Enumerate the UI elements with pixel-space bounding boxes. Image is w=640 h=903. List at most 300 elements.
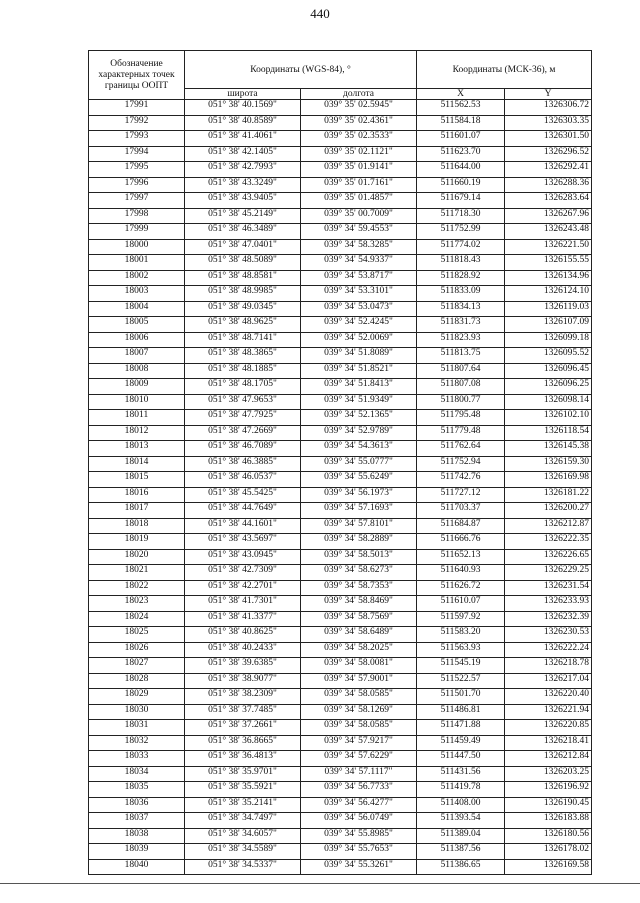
table-row bbox=[89, 255, 592, 271]
cell-x: 511459.49 bbox=[417, 735, 505, 751]
cell-latitude: 051° 38' 43.0945" bbox=[185, 549, 301, 565]
table-row bbox=[89, 270, 592, 286]
table-row bbox=[89, 317, 592, 333]
cell-x: 511807.64 bbox=[417, 363, 505, 379]
cell-latitude: 051° 38' 49.0345" bbox=[185, 301, 301, 317]
cell-x: 511562.53 bbox=[417, 100, 505, 116]
cell-y: 1326118.54 bbox=[505, 425, 592, 441]
table-row bbox=[89, 379, 592, 395]
table-row bbox=[89, 301, 592, 317]
cell-latitude: 051° 38' 35.9701" bbox=[185, 766, 301, 782]
cell-x: 511718.30 bbox=[417, 208, 505, 224]
table-row bbox=[89, 131, 592, 147]
cell-x: 511408.00 bbox=[417, 797, 505, 813]
cell-longitude: 039° 35' 02.3533" bbox=[301, 131, 417, 147]
cell-point-id: 18013 bbox=[89, 441, 185, 457]
cell-y: 1326267.96 bbox=[505, 208, 592, 224]
cell-point-id: 17993 bbox=[89, 131, 185, 147]
cell-point-id: 18039 bbox=[89, 844, 185, 860]
cell-x: 511387.56 bbox=[417, 844, 505, 860]
cell-latitude: 051° 38' 46.3885" bbox=[185, 456, 301, 472]
cell-y: 1326301.50 bbox=[505, 131, 592, 147]
cell-latitude: 051° 38' 46.7089" bbox=[185, 441, 301, 457]
cell-latitude: 051° 38' 48.8581" bbox=[185, 270, 301, 286]
cell-latitude: 051° 38' 38.2309" bbox=[185, 689, 301, 705]
cell-longitude: 039° 34' 58.6273" bbox=[301, 565, 417, 581]
cell-latitude: 051° 38' 42.2701" bbox=[185, 580, 301, 596]
cell-latitude: 051° 38' 38.9077" bbox=[185, 673, 301, 689]
cell-latitude: 051° 38' 43.5697" bbox=[185, 534, 301, 550]
bottom-rule bbox=[0, 883, 640, 884]
cell-longitude: 039° 34' 53.0473" bbox=[301, 301, 417, 317]
cell-point-id: 17999 bbox=[89, 224, 185, 240]
cell-longitude: 039° 34' 58.0081" bbox=[301, 658, 417, 674]
cell-y: 1326098.14 bbox=[505, 394, 592, 410]
cell-x: 511807.08 bbox=[417, 379, 505, 395]
cell-point-id: 17995 bbox=[89, 162, 185, 178]
cell-longitude: 039° 34' 53.8717" bbox=[301, 270, 417, 286]
table-row bbox=[89, 332, 592, 348]
table-header bbox=[89, 51, 592, 100]
cell-latitude: 051° 38' 41.7301" bbox=[185, 596, 301, 612]
cell-y: 1326178.02 bbox=[505, 844, 592, 860]
cell-y: 1326231.54 bbox=[505, 580, 592, 596]
cell-point-id: 18024 bbox=[89, 611, 185, 627]
table-row bbox=[89, 580, 592, 596]
cell-x: 511823.93 bbox=[417, 332, 505, 348]
cell-latitude: 051° 38' 48.1885" bbox=[185, 363, 301, 379]
cell-latitude: 051° 38' 43.3249" bbox=[185, 177, 301, 193]
cell-x: 511652.13 bbox=[417, 549, 505, 565]
cell-point-id: 18031 bbox=[89, 720, 185, 736]
table-row bbox=[89, 658, 592, 674]
cell-x: 511660.19 bbox=[417, 177, 505, 193]
table-body bbox=[89, 100, 592, 875]
cell-x: 511684.87 bbox=[417, 518, 505, 534]
cell-y: 1326099.18 bbox=[505, 332, 592, 348]
cell-latitude: 051° 38' 48.9625" bbox=[185, 317, 301, 333]
cell-y: 1326203.25 bbox=[505, 766, 592, 782]
table-row bbox=[89, 766, 592, 782]
cell-longitude: 039° 35' 01.4857" bbox=[301, 193, 417, 209]
cell-point-id: 18038 bbox=[89, 828, 185, 844]
cell-point-id: 18026 bbox=[89, 642, 185, 658]
table-row bbox=[89, 239, 592, 255]
cell-longitude: 039° 34' 57.9217" bbox=[301, 735, 417, 751]
cell-y: 1326180.56 bbox=[505, 828, 592, 844]
cell-latitude: 051° 38' 43.9405" bbox=[185, 193, 301, 209]
cell-x: 511623.70 bbox=[417, 146, 505, 162]
table-row bbox=[89, 673, 592, 689]
cell-latitude: 051° 38' 40.1569" bbox=[185, 100, 301, 116]
cell-y: 1326190.45 bbox=[505, 797, 592, 813]
cell-point-id: 17991 bbox=[89, 100, 185, 116]
cell-x: 511762.64 bbox=[417, 441, 505, 457]
cell-longitude: 039° 34' 52.0069" bbox=[301, 332, 417, 348]
cell-longitude: 039° 34' 55.0777" bbox=[301, 456, 417, 472]
cell-y: 1326200.27 bbox=[505, 503, 592, 519]
cell-latitude: 051° 38' 45.5425" bbox=[185, 487, 301, 503]
table-row bbox=[89, 363, 592, 379]
cell-latitude: 051° 38' 40.8625" bbox=[185, 627, 301, 643]
cell-latitude: 051° 38' 47.9653" bbox=[185, 394, 301, 410]
cell-x: 511752.94 bbox=[417, 456, 505, 472]
cell-latitude: 051° 38' 42.7993" bbox=[185, 162, 301, 178]
cell-longitude: 039° 34' 55.6249" bbox=[301, 472, 417, 488]
cell-longitude: 039° 34' 51.8521" bbox=[301, 363, 417, 379]
cell-latitude: 051° 38' 46.0537" bbox=[185, 472, 301, 488]
cell-x: 511610.07 bbox=[417, 596, 505, 612]
cell-longitude: 039° 34' 54.3613" bbox=[301, 441, 417, 457]
cell-y: 1326222.24 bbox=[505, 642, 592, 658]
table-row bbox=[89, 611, 592, 627]
cell-y: 1326181.22 bbox=[505, 487, 592, 503]
cell-longitude: 039° 34' 58.2889" bbox=[301, 534, 417, 550]
cell-point-id: 18004 bbox=[89, 301, 185, 317]
cell-longitude: 039° 34' 58.3285" bbox=[301, 239, 417, 255]
cell-x: 511563.93 bbox=[417, 642, 505, 658]
header-y: Y bbox=[505, 89, 592, 100]
cell-point-id: 18023 bbox=[89, 596, 185, 612]
cell-y: 1326233.93 bbox=[505, 596, 592, 612]
cell-y: 1326221.94 bbox=[505, 704, 592, 720]
cell-x: 511393.54 bbox=[417, 813, 505, 829]
cell-point-id: 18000 bbox=[89, 239, 185, 255]
cell-latitude: 051° 38' 48.9985" bbox=[185, 286, 301, 302]
header-msk36: Координаты (МСК-36), м bbox=[417, 51, 592, 89]
cell-x: 511601.07 bbox=[417, 131, 505, 147]
cell-longitude: 039° 35' 02.5945" bbox=[301, 100, 417, 116]
cell-y: 1326212.87 bbox=[505, 518, 592, 534]
cell-y: 1326124.10 bbox=[505, 286, 592, 302]
cell-point-id: 18022 bbox=[89, 580, 185, 596]
cell-point-id: 18029 bbox=[89, 689, 185, 705]
cell-point-id: 18025 bbox=[89, 627, 185, 643]
cell-point-id: 17994 bbox=[89, 146, 185, 162]
cell-latitude: 051° 38' 42.1405" bbox=[185, 146, 301, 162]
cell-y: 1326218.41 bbox=[505, 735, 592, 751]
table-row bbox=[89, 627, 592, 643]
cell-point-id: 18017 bbox=[89, 503, 185, 519]
table-row bbox=[89, 456, 592, 472]
cell-y: 1326107.09 bbox=[505, 317, 592, 333]
cell-x: 511545.19 bbox=[417, 658, 505, 674]
cell-x: 511644.00 bbox=[417, 162, 505, 178]
cell-latitude: 051° 38' 35.2141" bbox=[185, 797, 301, 813]
cell-latitude: 051° 38' 39.6385" bbox=[185, 658, 301, 674]
cell-y: 1326229.25 bbox=[505, 565, 592, 581]
cell-longitude: 039° 34' 58.0585" bbox=[301, 689, 417, 705]
cell-x: 511666.76 bbox=[417, 534, 505, 550]
cell-y: 1326155.55 bbox=[505, 255, 592, 271]
cell-y: 1326159.30 bbox=[505, 456, 592, 472]
page-number: 440 bbox=[310, 6, 330, 21]
table-row bbox=[89, 828, 592, 844]
cell-point-id: 18032 bbox=[89, 735, 185, 751]
cell-longitude: 039° 34' 51.9349" bbox=[301, 394, 417, 410]
header-point-designation: Обозначение характерных точек границы ООПТ bbox=[89, 51, 185, 100]
table-row bbox=[89, 348, 592, 364]
cell-x: 511818.43 bbox=[417, 255, 505, 271]
cell-y: 1326243.48 bbox=[505, 224, 592, 240]
cell-x: 511471.88 bbox=[417, 720, 505, 736]
cell-y: 1326218.78 bbox=[505, 658, 592, 674]
cell-point-id: 18010 bbox=[89, 394, 185, 410]
cell-longitude: 039° 35' 00.7009" bbox=[301, 208, 417, 224]
cell-point-id: 17992 bbox=[89, 115, 185, 131]
table-row bbox=[89, 518, 592, 534]
cell-point-id: 18014 bbox=[89, 456, 185, 472]
cell-latitude: 051° 38' 34.5589" bbox=[185, 844, 301, 860]
cell-y: 1326134.96 bbox=[505, 270, 592, 286]
cell-latitude: 051° 38' 44.1601" bbox=[185, 518, 301, 534]
cell-longitude: 039° 34' 56.1973" bbox=[301, 487, 417, 503]
cell-x: 511640.93 bbox=[417, 565, 505, 581]
cell-y: 1326232.39 bbox=[505, 611, 592, 627]
cell-point-id: 18015 bbox=[89, 472, 185, 488]
cell-latitude: 051° 38' 36.4813" bbox=[185, 751, 301, 767]
cell-latitude: 051° 38' 37.2661" bbox=[185, 720, 301, 736]
coordinates-table bbox=[88, 50, 592, 875]
table-row bbox=[89, 642, 592, 658]
cell-point-id: 18019 bbox=[89, 534, 185, 550]
table-row bbox=[89, 162, 592, 178]
cell-latitude: 051° 38' 34.7497" bbox=[185, 813, 301, 829]
cell-longitude: 039° 34' 58.7569" bbox=[301, 611, 417, 627]
cell-x: 511813.75 bbox=[417, 348, 505, 364]
cell-point-id: 18033 bbox=[89, 751, 185, 767]
cell-x: 511834.13 bbox=[417, 301, 505, 317]
cell-longitude: 039° 34' 55.3261" bbox=[301, 859, 417, 875]
cell-y: 1326296.52 bbox=[505, 146, 592, 162]
table-row bbox=[89, 596, 592, 612]
table-row bbox=[89, 751, 592, 767]
cell-longitude: 039° 34' 58.0585" bbox=[301, 720, 417, 736]
cell-x: 511752.99 bbox=[417, 224, 505, 240]
table-row bbox=[89, 813, 592, 829]
table-row bbox=[89, 425, 592, 441]
cell-longitude: 039° 34' 51.8413" bbox=[301, 379, 417, 395]
cell-x: 511626.72 bbox=[417, 580, 505, 596]
table-row bbox=[89, 487, 592, 503]
cell-longitude: 039° 34' 56.7733" bbox=[301, 782, 417, 798]
cell-point-id: 18035 bbox=[89, 782, 185, 798]
cell-latitude: 051° 38' 44.7649" bbox=[185, 503, 301, 519]
cell-y: 1326220.85 bbox=[505, 720, 592, 736]
cell-latitude: 051° 38' 45.2149" bbox=[185, 208, 301, 224]
table-row bbox=[89, 565, 592, 581]
cell-longitude: 039° 35' 01.9141" bbox=[301, 162, 417, 178]
cell-y: 1326226.65 bbox=[505, 549, 592, 565]
cell-longitude: 039° 34' 51.8089" bbox=[301, 348, 417, 364]
cell-y: 1326102.10 bbox=[505, 410, 592, 426]
cell-latitude: 051° 38' 46.3489" bbox=[185, 224, 301, 240]
cell-longitude: 039° 34' 52.9789" bbox=[301, 425, 417, 441]
table-row bbox=[89, 472, 592, 488]
cell-y: 1326169.58 bbox=[505, 859, 592, 875]
table-row bbox=[89, 549, 592, 565]
cell-longitude: 039° 34' 57.8101" bbox=[301, 518, 417, 534]
table-row bbox=[89, 394, 592, 410]
cell-longitude: 039° 34' 58.1269" bbox=[301, 704, 417, 720]
table-row bbox=[89, 224, 592, 240]
cell-y: 1326217.04 bbox=[505, 673, 592, 689]
cell-point-id: 17996 bbox=[89, 177, 185, 193]
cell-y: 1326119.03 bbox=[505, 301, 592, 317]
cell-x: 511727.12 bbox=[417, 487, 505, 503]
cell-longitude: 039° 34' 58.8469" bbox=[301, 596, 417, 612]
cell-point-id: 18021 bbox=[89, 565, 185, 581]
cell-longitude: 039° 35' 02.4361" bbox=[301, 115, 417, 131]
cell-point-id: 18027 bbox=[89, 658, 185, 674]
table-row bbox=[89, 503, 592, 519]
cell-latitude: 051° 38' 48.1705" bbox=[185, 379, 301, 395]
cell-x: 511389.04 bbox=[417, 828, 505, 844]
cell-longitude: 039° 34' 58.7353" bbox=[301, 580, 417, 596]
cell-longitude: 039° 34' 52.4245" bbox=[301, 317, 417, 333]
cell-point-id: 18001 bbox=[89, 255, 185, 271]
cell-latitude: 051° 38' 35.5921" bbox=[185, 782, 301, 798]
header-latitude: широта bbox=[185, 89, 301, 100]
cell-y: 1326196.92 bbox=[505, 782, 592, 798]
cell-x: 511774.02 bbox=[417, 239, 505, 255]
cell-latitude: 051° 38' 42.7309" bbox=[185, 565, 301, 581]
cell-latitude: 051° 38' 48.5089" bbox=[185, 255, 301, 271]
cell-point-id: 18012 bbox=[89, 425, 185, 441]
cell-point-id: 18028 bbox=[89, 673, 185, 689]
cell-y: 1326230.53 bbox=[505, 627, 592, 643]
cell-longitude: 039° 34' 52.1365" bbox=[301, 410, 417, 426]
cell-x: 511795.48 bbox=[417, 410, 505, 426]
table-row bbox=[89, 797, 592, 813]
cell-x: 511386.65 bbox=[417, 859, 505, 875]
cell-x: 511522.57 bbox=[417, 673, 505, 689]
cell-x: 511486.81 bbox=[417, 704, 505, 720]
cell-longitude: 039° 34' 54.9337" bbox=[301, 255, 417, 271]
table-row bbox=[89, 441, 592, 457]
cell-y: 1326145.38 bbox=[505, 441, 592, 457]
cell-x: 511597.92 bbox=[417, 611, 505, 627]
cell-latitude: 051° 38' 47.7925" bbox=[185, 410, 301, 426]
cell-longitude: 039° 34' 58.5013" bbox=[301, 549, 417, 565]
cell-x: 511679.14 bbox=[417, 193, 505, 209]
cell-y: 1326212.84 bbox=[505, 751, 592, 767]
cell-latitude: 051° 38' 36.8665" bbox=[185, 735, 301, 751]
cell-point-id: 18005 bbox=[89, 317, 185, 333]
cell-latitude: 051° 38' 41.4061" bbox=[185, 131, 301, 147]
table-row bbox=[89, 286, 592, 302]
table-row bbox=[89, 720, 592, 736]
cell-y: 1326292.41 bbox=[505, 162, 592, 178]
cell-point-id: 18008 bbox=[89, 363, 185, 379]
cell-latitude: 051° 38' 47.2669" bbox=[185, 425, 301, 441]
cell-point-id: 18018 bbox=[89, 518, 185, 534]
cell-y: 1326220.40 bbox=[505, 689, 592, 705]
cell-y: 1326096.25 bbox=[505, 379, 592, 395]
cell-x: 511447.50 bbox=[417, 751, 505, 767]
table-row bbox=[89, 859, 592, 875]
cell-longitude: 039° 34' 56.0749" bbox=[301, 813, 417, 829]
cell-point-id: 18002 bbox=[89, 270, 185, 286]
cell-point-id: 18040 bbox=[89, 859, 185, 875]
cell-longitude: 039° 34' 58.6489" bbox=[301, 627, 417, 643]
cell-point-id: 18003 bbox=[89, 286, 185, 302]
table-row bbox=[89, 177, 592, 193]
table-row bbox=[89, 208, 592, 224]
cell-x: 511833.09 bbox=[417, 286, 505, 302]
table-row bbox=[89, 844, 592, 860]
cell-x: 511703.37 bbox=[417, 503, 505, 519]
cell-longitude: 039° 34' 57.1117" bbox=[301, 766, 417, 782]
cell-point-id: 18007 bbox=[89, 348, 185, 364]
cell-y: 1326183.88 bbox=[505, 813, 592, 829]
cell-latitude: 051° 38' 40.8589" bbox=[185, 115, 301, 131]
cell-y: 1326306.72 bbox=[505, 100, 592, 116]
cell-x: 511742.76 bbox=[417, 472, 505, 488]
header-longitude: долгота bbox=[301, 89, 417, 100]
table-row bbox=[89, 410, 592, 426]
cell-point-id: 17998 bbox=[89, 208, 185, 224]
cell-longitude: 039° 34' 55.8985" bbox=[301, 828, 417, 844]
cell-longitude: 039° 34' 58.2025" bbox=[301, 642, 417, 658]
cell-y: 1326288.36 bbox=[505, 177, 592, 193]
cell-point-id: 18034 bbox=[89, 766, 185, 782]
cell-longitude: 039° 34' 53.3101" bbox=[301, 286, 417, 302]
cell-longitude: 039° 35' 02.1121" bbox=[301, 146, 417, 162]
cell-y: 1326221.50 bbox=[505, 239, 592, 255]
cell-longitude: 039° 34' 57.1693" bbox=[301, 503, 417, 519]
cell-point-id: 18036 bbox=[89, 797, 185, 813]
cell-y: 1326169.98 bbox=[505, 472, 592, 488]
cell-x: 511831.73 bbox=[417, 317, 505, 333]
cell-point-id: 18011 bbox=[89, 410, 185, 426]
cell-y: 1326283.64 bbox=[505, 193, 592, 209]
cell-x: 511800.77 bbox=[417, 394, 505, 410]
cell-point-id: 18006 bbox=[89, 332, 185, 348]
table-row bbox=[89, 146, 592, 162]
table-row bbox=[89, 115, 592, 131]
cell-point-id: 18037 bbox=[89, 813, 185, 829]
cell-latitude: 051° 38' 48.3865" bbox=[185, 348, 301, 364]
table-row bbox=[89, 193, 592, 209]
cell-longitude: 039° 34' 59.4553" bbox=[301, 224, 417, 240]
cell-y: 1326095.52 bbox=[505, 348, 592, 364]
header-wgs84: Координаты (WGS-84), ° bbox=[185, 51, 417, 89]
cell-x: 511501.70 bbox=[417, 689, 505, 705]
cell-longitude: 039° 34' 57.6229" bbox=[301, 751, 417, 767]
table-row bbox=[89, 704, 592, 720]
cell-point-id: 17997 bbox=[89, 193, 185, 209]
table-row bbox=[89, 534, 592, 550]
cell-latitude: 051° 38' 48.7141" bbox=[185, 332, 301, 348]
cell-point-id: 18009 bbox=[89, 379, 185, 395]
table-row bbox=[89, 782, 592, 798]
cell-point-id: 18030 bbox=[89, 704, 185, 720]
cell-x: 511584.18 bbox=[417, 115, 505, 131]
cell-latitude: 051° 38' 47.0401" bbox=[185, 239, 301, 255]
header-x: X bbox=[417, 89, 505, 100]
cell-longitude: 039° 35' 01.7161" bbox=[301, 177, 417, 193]
cell-y: 1326096.45 bbox=[505, 363, 592, 379]
cell-latitude: 051° 38' 34.5337" bbox=[185, 859, 301, 875]
cell-longitude: 039° 34' 55.7653" bbox=[301, 844, 417, 860]
cell-x: 511431.56 bbox=[417, 766, 505, 782]
table-row bbox=[89, 689, 592, 705]
cell-point-id: 18016 bbox=[89, 487, 185, 503]
cell-x: 511779.48 bbox=[417, 425, 505, 441]
cell-latitude: 051° 38' 41.3377" bbox=[185, 611, 301, 627]
cell-x: 511828.92 bbox=[417, 270, 505, 286]
